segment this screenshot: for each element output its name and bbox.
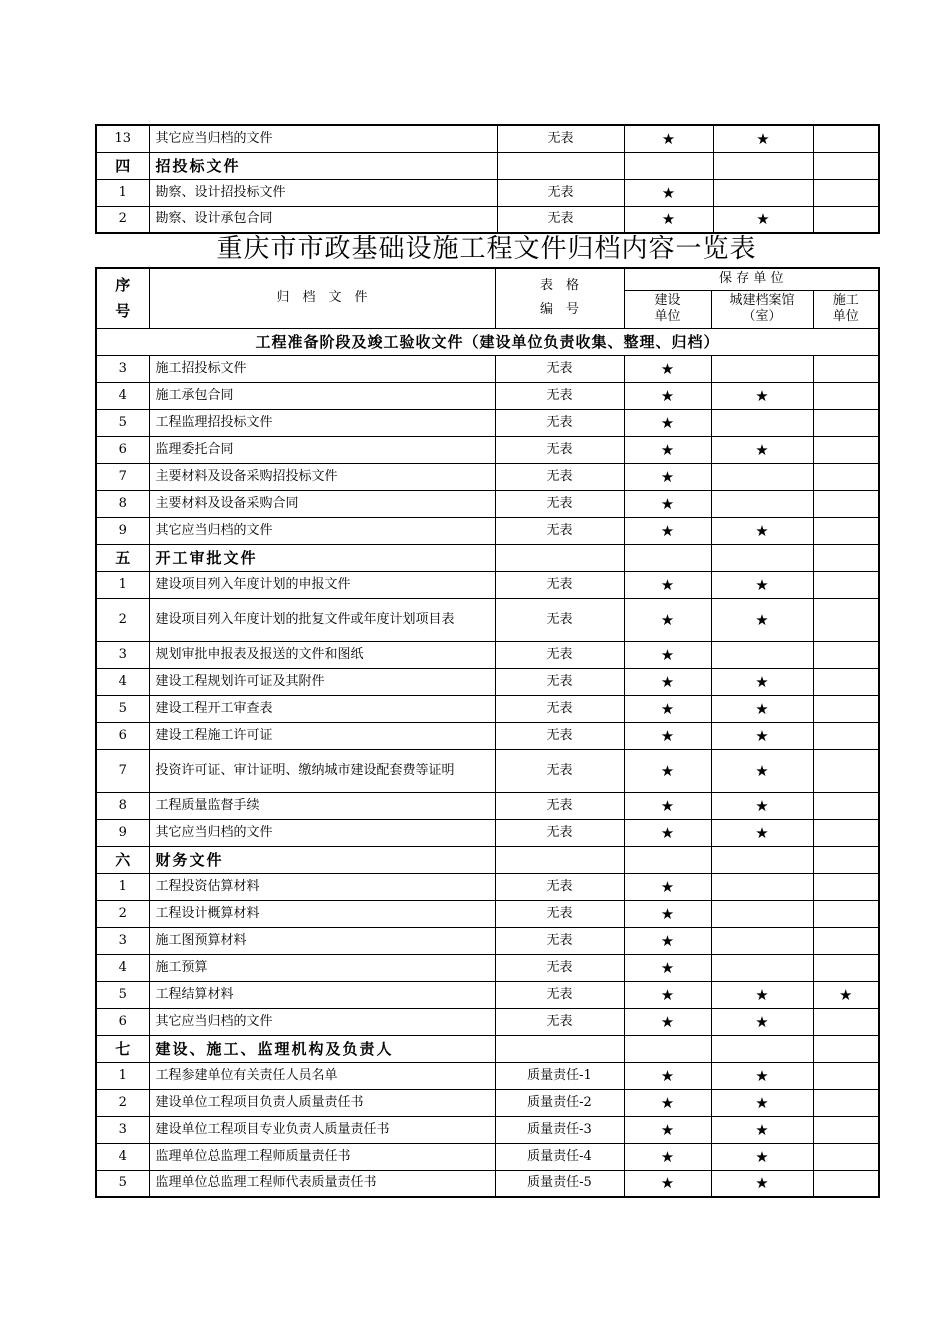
- build-unit-mark: ★: [624, 1116, 711, 1143]
- row-number: 1: [96, 571, 149, 598]
- build-unit-mark: ★: [624, 695, 711, 722]
- table-row: [96, 490, 879, 517]
- archive-office-mark: [711, 927, 813, 954]
- table-row: [96, 792, 879, 819]
- form-number: 无表: [495, 722, 624, 749]
- table-row: [96, 1062, 879, 1089]
- section-number: 七: [96, 1035, 149, 1062]
- table-row: [96, 1116, 879, 1143]
- archive-office-mark: ★: [711, 1062, 813, 1089]
- table-row: [96, 463, 879, 490]
- empty-cell: [813, 544, 879, 571]
- form-number: 无表: [495, 819, 624, 846]
- construct-unit-mark: [813, 900, 879, 927]
- form-number: 无表: [495, 598, 624, 641]
- row-number: 5: [96, 695, 149, 722]
- form-number: 无表: [495, 382, 624, 409]
- table-row: [96, 819, 879, 846]
- row-number: 2: [96, 206, 149, 233]
- section-title: 开工审批文件: [149, 544, 495, 571]
- archive-office-mark: ★: [713, 206, 813, 233]
- header-archive-file: 归 档 文 件: [149, 268, 495, 328]
- archive-office-mark: [713, 179, 813, 206]
- row-number: 6: [96, 1008, 149, 1035]
- empty-cell: [813, 152, 879, 179]
- row-number: 8: [96, 792, 149, 819]
- archive-office-mark: ★: [711, 571, 813, 598]
- row-number: 5: [96, 409, 149, 436]
- table-row: [96, 382, 879, 409]
- form-number: 无表: [495, 981, 624, 1008]
- construct-unit-mark: [813, 819, 879, 846]
- table-row: [96, 749, 879, 792]
- row-number: 7: [96, 749, 149, 792]
- build-unit-mark: ★: [624, 409, 711, 436]
- empty-cell: [711, 1035, 813, 1062]
- empty-cell: [813, 846, 879, 873]
- section-title: 招投标文件: [149, 152, 497, 179]
- build-unit-mark: ★: [624, 927, 711, 954]
- form-number: 无表: [495, 954, 624, 981]
- form-number: 无表: [495, 792, 624, 819]
- build-unit-mark: ★: [624, 668, 711, 695]
- build-unit-mark: ★: [624, 819, 711, 846]
- archive-office-mark: ★: [711, 1116, 813, 1143]
- construct-unit-mark: [813, 463, 879, 490]
- file-name: 勘察、设计承包合同: [149, 206, 497, 233]
- construct-unit-mark: [813, 722, 879, 749]
- archive-office-mark: ★: [711, 1008, 813, 1035]
- file-name: 工程投资估算材料: [149, 873, 495, 900]
- file-name: 建设工程施工许可证: [149, 722, 495, 749]
- form-number: 无表: [495, 900, 624, 927]
- form-number: 无表: [495, 571, 624, 598]
- row-number: 3: [96, 641, 149, 668]
- document-title: 重庆市市政基础设施工程文件归档内容一览表: [216, 234, 757, 264]
- archive-office-mark: ★: [711, 792, 813, 819]
- header-form-number: [495, 268, 624, 328]
- file-name: 工程监理招投标文件: [149, 409, 495, 436]
- file-name: 施工预算: [149, 954, 495, 981]
- empty-cell: [624, 544, 711, 571]
- row-number: 1: [96, 179, 149, 206]
- empty-cell: [624, 846, 711, 873]
- empty-cell: [713, 152, 813, 179]
- form-number: 无表: [497, 179, 624, 206]
- form-number: 无表: [495, 436, 624, 463]
- file-name: 建设单位工程项目专业负责人质量责任书: [149, 1116, 495, 1143]
- continued-table-body: [96, 125, 879, 233]
- table-row: [96, 598, 879, 641]
- row-number: 13: [96, 125, 149, 152]
- build-unit-mark: ★: [624, 722, 711, 749]
- file-name: 施工承包合同: [149, 382, 495, 409]
- archive-office-mark: [711, 355, 813, 382]
- form-number: 质量责任-5: [495, 1170, 624, 1197]
- file-name: 其它应当归档的文件: [149, 517, 495, 544]
- build-unit-mark: ★: [624, 206, 713, 233]
- construct-unit-mark: [813, 1143, 879, 1170]
- form-number: 质量责任-3: [495, 1116, 624, 1143]
- row-number: 4: [96, 668, 149, 695]
- row-number: 6: [96, 436, 149, 463]
- form-number: 无表: [495, 409, 624, 436]
- table-row: [96, 409, 879, 436]
- file-name: 工程质量监督手续: [149, 792, 495, 819]
- archive-office-mark: ★: [711, 1089, 813, 1116]
- construct-unit-mark: [813, 179, 879, 206]
- build-unit-mark: ★: [624, 598, 711, 641]
- construct-unit-mark: [813, 954, 879, 981]
- construct-unit-mark: [813, 668, 879, 695]
- archive-office-mark: ★: [711, 722, 813, 749]
- archive-office-mark: ★: [711, 1143, 813, 1170]
- build-unit-mark: ★: [624, 382, 711, 409]
- row-number: 5: [96, 1170, 149, 1197]
- section-title: 财务文件: [149, 846, 495, 873]
- form-number: 质量责任-2: [495, 1089, 624, 1116]
- construct-unit-mark: [813, 517, 879, 544]
- archive-office-mark: [711, 409, 813, 436]
- build-unit-mark: ★: [624, 490, 711, 517]
- empty-cell: [711, 846, 813, 873]
- construct-unit-mark: [813, 695, 879, 722]
- empty-cell: [711, 544, 813, 571]
- build-unit-mark: ★: [624, 900, 711, 927]
- row-number: 7: [96, 463, 149, 490]
- form-number: 无表: [495, 355, 624, 382]
- file-name: 建设工程开工审查表: [149, 695, 495, 722]
- build-unit-mark: ★: [624, 1143, 711, 1170]
- empty-cell: [495, 846, 624, 873]
- form-number: 无表: [495, 463, 624, 490]
- file-name: 监理委托合同: [149, 436, 495, 463]
- construct-unit-mark: [813, 927, 879, 954]
- archive-office-mark: ★: [711, 981, 813, 1008]
- header-keep-unit: 保 存 单 位: [624, 268, 879, 290]
- header-form-bottom: 编 号: [539, 302, 579, 318]
- header-form-top: 表 格: [539, 278, 579, 294]
- row-number: 9: [96, 819, 149, 846]
- archive-office-mark: [711, 873, 813, 900]
- file-name: 主要材料及设备采购招投标文件: [149, 463, 495, 490]
- table-row: [96, 1143, 879, 1170]
- row-number: 1: [96, 1062, 149, 1089]
- table-body: [96, 355, 879, 1197]
- build-unit-mark: ★: [624, 125, 713, 152]
- build-unit-mark: ★: [624, 436, 711, 463]
- table-row: [96, 206, 879, 233]
- row-number: 6: [96, 722, 149, 749]
- file-name: 勘察、设计招投标文件: [149, 179, 497, 206]
- empty-cell: [624, 1035, 711, 1062]
- construct-unit-mark: [813, 1116, 879, 1143]
- build-unit-mark: ★: [624, 1170, 711, 1197]
- row-number: 3: [96, 927, 149, 954]
- row-number: 1: [96, 873, 149, 900]
- header-archive-office: 城建档案馆 （室）: [711, 290, 813, 328]
- construct-unit-mark: [813, 598, 879, 641]
- table-row: [96, 1089, 879, 1116]
- archive-office-mark: ★: [711, 598, 813, 641]
- archive-office-mark: ★: [711, 749, 813, 792]
- form-number: 无表: [495, 749, 624, 792]
- archive-office-mark: ★: [711, 382, 813, 409]
- form-number: 无表: [497, 206, 624, 233]
- header-seq-bottom: 号: [115, 302, 131, 321]
- archive-office-mark: [711, 954, 813, 981]
- section-row: [96, 846, 879, 873]
- row-number: 8: [96, 490, 149, 517]
- construct-unit-mark: [813, 792, 879, 819]
- archive-office-mark: [711, 463, 813, 490]
- form-number: 无表: [495, 927, 624, 954]
- build-unit-mark: ★: [624, 873, 711, 900]
- table-row: [96, 954, 879, 981]
- build-unit-mark: ★: [624, 1089, 711, 1116]
- construct-unit-mark: [813, 1062, 879, 1089]
- build-unit-mark: ★: [624, 1062, 711, 1089]
- construct-unit-mark: [813, 873, 879, 900]
- row-number: 5: [96, 981, 149, 1008]
- file-name: 其它应当归档的文件: [149, 125, 497, 152]
- construct-unit-mark: [813, 1008, 879, 1035]
- table-row: [96, 436, 879, 463]
- build-unit-mark: ★: [624, 981, 711, 1008]
- empty-cell: [497, 152, 624, 179]
- table-row: [96, 641, 879, 668]
- section-row: [96, 544, 879, 571]
- file-name: 建设单位工程项目负责人质量责任书: [149, 1089, 495, 1116]
- continued-table: [95, 124, 880, 234]
- table-row: [96, 981, 879, 1008]
- build-unit-mark: ★: [624, 463, 711, 490]
- row-number: 3: [96, 355, 149, 382]
- file-name: 监理单位总监理工程师质量责任书: [149, 1143, 495, 1170]
- table-header: [96, 268, 879, 355]
- file-name: 建设项目列入年度计划的申报文件: [149, 571, 495, 598]
- table-row: [96, 571, 879, 598]
- build-unit-mark: ★: [624, 641, 711, 668]
- table-row: [96, 668, 879, 695]
- header-seq-top: 序: [115, 276, 131, 295]
- row-number: 3: [96, 1116, 149, 1143]
- form-number: 无表: [497, 125, 624, 152]
- build-unit-mark: ★: [624, 179, 713, 206]
- table-row: [96, 179, 879, 206]
- empty-cell: [624, 152, 713, 179]
- construct-unit-mark: [813, 641, 879, 668]
- construct-unit-mark: [813, 571, 879, 598]
- file-name: 工程结算材料: [149, 981, 495, 1008]
- form-number: 无表: [495, 1008, 624, 1035]
- file-name: 建设项目列入年度计划的批复文件或年度计划项目表: [149, 598, 495, 641]
- build-unit-mark: ★: [624, 517, 711, 544]
- table-row: [96, 927, 879, 954]
- archive-office-mark: ★: [711, 819, 813, 846]
- construct-unit-mark: [813, 490, 879, 517]
- construct-unit-mark: [813, 206, 879, 233]
- archive-office-mark: [711, 490, 813, 517]
- construct-unit-mark: [813, 749, 879, 792]
- file-name: 规划审批申报表及报送的文件和图纸: [149, 641, 495, 668]
- section-row: [96, 1035, 879, 1062]
- row-number: 2: [96, 598, 149, 641]
- construct-unit-mark: [813, 382, 879, 409]
- table-row: [96, 125, 879, 152]
- archive-office-mark: [711, 900, 813, 927]
- file-name: 工程设计概算材料: [149, 900, 495, 927]
- form-number: 无表: [495, 490, 624, 517]
- table-row: [96, 900, 879, 927]
- empty-cell: [495, 544, 624, 571]
- table-row: [96, 1008, 879, 1035]
- table-row: [96, 355, 879, 382]
- construct-unit-mark: [813, 436, 879, 463]
- archive-office-mark: ★: [711, 436, 813, 463]
- section-number: 五: [96, 544, 149, 571]
- form-number: 无表: [495, 641, 624, 668]
- header-construct-unit: 施工 单位: [813, 290, 879, 328]
- file-name: 监理单位总监理工程师代表质量责任书: [149, 1170, 495, 1197]
- form-number: 无表: [495, 873, 624, 900]
- construct-unit-mark: ★: [813, 981, 879, 1008]
- construct-unit-mark: [813, 125, 879, 152]
- build-unit-mark: ★: [624, 355, 711, 382]
- section-number: 六: [96, 846, 149, 873]
- table-row: [96, 722, 879, 749]
- form-number: 质量责任-4: [495, 1143, 624, 1170]
- table-row: [96, 517, 879, 544]
- archive-office-mark: ★: [711, 1170, 813, 1197]
- archive-office-mark: ★: [711, 668, 813, 695]
- header-seq: [96, 268, 149, 328]
- row-number: 4: [96, 382, 149, 409]
- phase-title: 工程准备阶段及竣工验收文件（建设单位负责收集、整理、归档）: [96, 328, 879, 355]
- build-unit-mark: ★: [624, 1008, 711, 1035]
- construct-unit-mark: [813, 355, 879, 382]
- archive-office-mark: [711, 641, 813, 668]
- file-name: 工程参建单位有关责任人员名单: [149, 1062, 495, 1089]
- archive-contents-table: [95, 267, 880, 1198]
- table-row: [96, 1170, 879, 1197]
- build-unit-mark: ★: [624, 792, 711, 819]
- file-name: 投资许可证、审计证明、缴纳城市建设配套费等证明: [149, 749, 495, 792]
- section-title: 建设、施工、监理机构及负责人: [149, 1035, 495, 1062]
- header-build-unit: 建设 单位: [624, 290, 711, 328]
- section-row: [96, 152, 879, 179]
- row-number: 4: [96, 1143, 149, 1170]
- file-name: 施工图预算材料: [149, 927, 495, 954]
- row-number: 2: [96, 900, 149, 927]
- archive-office-mark: ★: [711, 517, 813, 544]
- file-name: 其它应当归档的文件: [149, 1008, 495, 1035]
- empty-cell: [495, 1035, 624, 1062]
- archive-office-mark: ★: [713, 125, 813, 152]
- table-row: [96, 873, 879, 900]
- archive-office-mark: ★: [711, 695, 813, 722]
- file-name: 建设工程规划许可证及其附件: [149, 668, 495, 695]
- row-number: 9: [96, 517, 149, 544]
- row-number: 2: [96, 1089, 149, 1116]
- file-name: 施工招投标文件: [149, 355, 495, 382]
- form-number: 无表: [495, 517, 624, 544]
- table-row: [96, 695, 879, 722]
- build-unit-mark: ★: [624, 954, 711, 981]
- empty-cell: [813, 1035, 879, 1062]
- construct-unit-mark: [813, 1089, 879, 1116]
- row-number: 4: [96, 954, 149, 981]
- file-name: 其它应当归档的文件: [149, 819, 495, 846]
- build-unit-mark: ★: [624, 571, 711, 598]
- file-name: 主要材料及设备采购合同: [149, 490, 495, 517]
- build-unit-mark: ★: [624, 749, 711, 792]
- form-number: 质量责任-1: [495, 1062, 624, 1089]
- construct-unit-mark: [813, 409, 879, 436]
- form-number: 无表: [495, 668, 624, 695]
- form-number: 无表: [495, 695, 624, 722]
- section-number: 四: [96, 152, 149, 179]
- construct-unit-mark: [813, 1170, 879, 1197]
